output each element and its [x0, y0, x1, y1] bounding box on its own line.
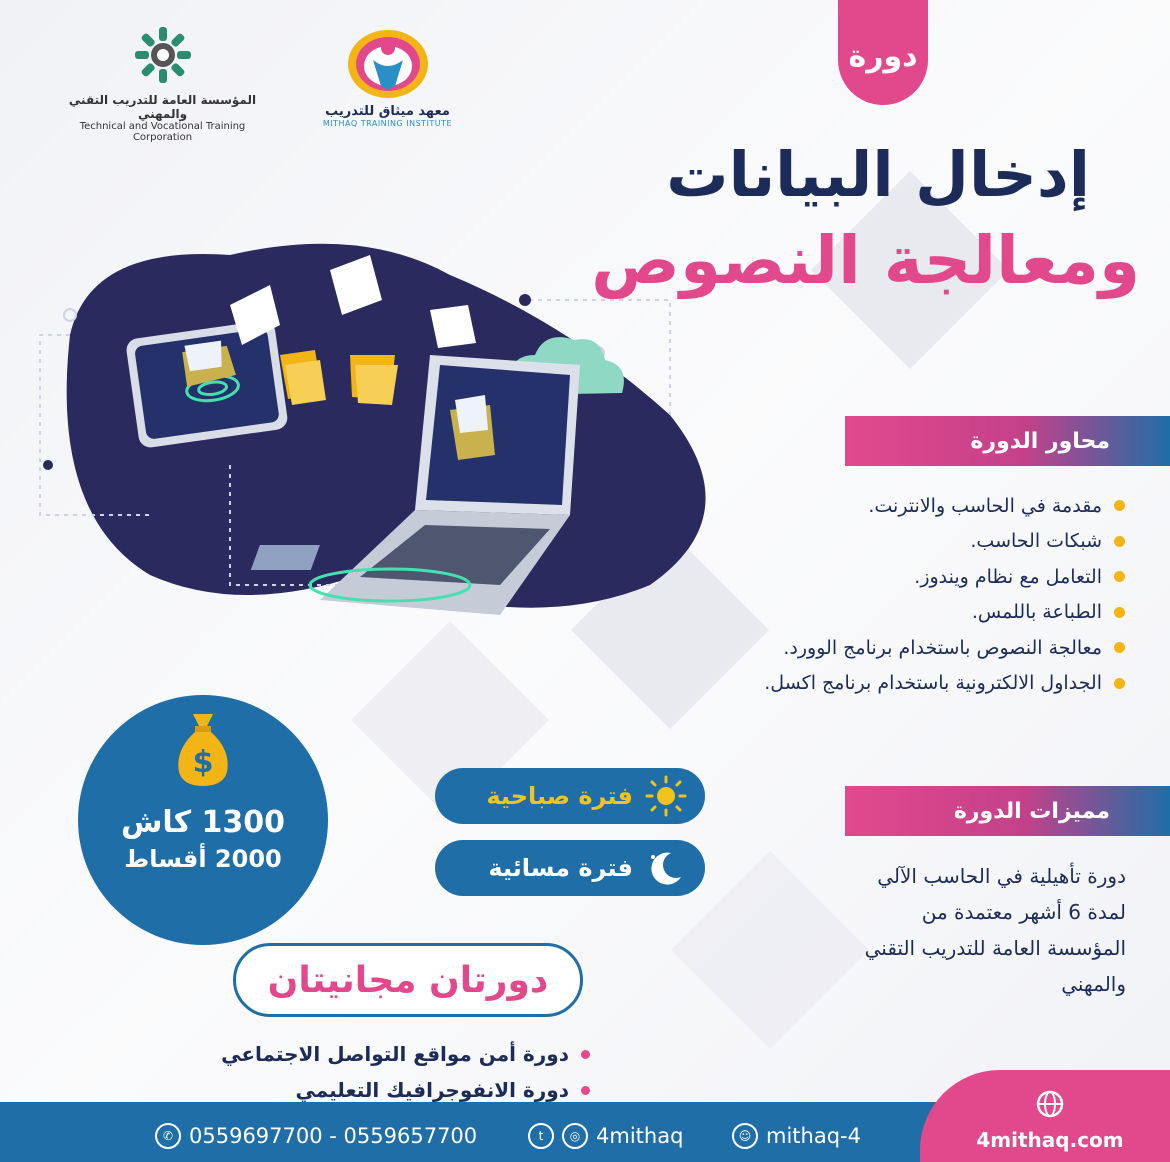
snapchat-icon: ☺ — [732, 1123, 758, 1149]
moon-icon — [645, 847, 687, 889]
tvtc-name-ar: المؤسسة العامة للتدريب التقني والمهني — [68, 93, 257, 121]
decor-dot — [43, 460, 53, 470]
title-line-2: ومعالجة النصوص — [591, 222, 1140, 299]
mithaq-name-ar: معهد ميثاق للتدريب — [325, 104, 450, 119]
list-item: مقدمة في الحاسب والانترنت. — [645, 488, 1125, 524]
tvtc-name-en: Technical and Vocational Training Corporation — [79, 121, 246, 143]
website-label: 4mithaq.com — [976, 1128, 1124, 1152]
list-item: الجداول الالكترونية باستخدام برنامج اكسل. — [645, 666, 1125, 702]
list-item: دورة أمن مواقع التواصل الاجتماعي — [150, 1036, 590, 1072]
footer-phones[interactable]: ✆ 0559697700 - 0559657700 — [155, 1123, 477, 1149]
evening-period-label: فترة مسائية — [488, 854, 633, 882]
instagram-icon: ◎ — [562, 1123, 588, 1149]
sun-icon — [645, 775, 687, 817]
footer-website[interactable] — [960, 1089, 1140, 1152]
free-courses-list — [150, 1036, 590, 1108]
features-heading: مميزات الدورة — [845, 786, 1170, 836]
mithaq-emblem-icon — [343, 22, 433, 102]
features-text: دورة تأهيلية في الحاسب الآلي لمدة 6 أشهر معتمدة من المؤسسة العامة للتدريب التقني والمهني — [864, 864, 1126, 996]
money-bag-icon — [173, 710, 233, 788]
list-item: التعامل مع نظام ويندوز. — [645, 559, 1125, 595]
data-transfer-illustration — [30, 215, 730, 635]
phone-icon — [125, 319, 289, 449]
twitter-icon: t — [528, 1123, 554, 1149]
list-item: دورة الانفوجرافيك التعليمي — [150, 1072, 590, 1108]
bullet-dot — [1114, 536, 1125, 547]
tvtc-emblem-icon — [133, 25, 193, 87]
decor-dot — [519, 294, 531, 306]
bullet-dot — [1114, 678, 1125, 689]
svg-text:$: $ — [192, 745, 214, 780]
price-installments: 2000 أقساط — [124, 845, 282, 873]
bullet-dot — [1114, 607, 1125, 618]
course-tag: دورة — [838, 0, 928, 105]
axes-list — [645, 488, 1125, 701]
whatsapp-icon: ✆ — [155, 1123, 181, 1149]
footer-social[interactable]: t ◎ 4mithaq — [528, 1123, 683, 1149]
paper-icon — [430, 305, 476, 348]
title-line-1: إدخال البيانات — [666, 138, 1090, 211]
free-courses-heading: دورتان مجانيتان — [233, 943, 583, 1017]
price-circle — [78, 695, 328, 945]
mithaq-logo — [305, 22, 470, 128]
morning-period-label: فترة صباحية — [486, 782, 633, 810]
tvtc-logo — [50, 25, 275, 143]
bullet-dot — [1114, 571, 1125, 582]
list-item: شبكات الحاسب. — [645, 524, 1125, 560]
list-item: معالجة النصوص باستخدام برنامج الوورد. — [645, 630, 1125, 666]
morning-period-badge — [435, 768, 705, 824]
bullet-dot — [1114, 500, 1125, 511]
bullet-dot — [1114, 642, 1125, 653]
price-cash: 1300 كاش — [120, 805, 286, 840]
evening-period-badge — [435, 840, 705, 896]
globe-icon — [1035, 1089, 1065, 1119]
axes-heading: محاور الدورة — [845, 416, 1170, 466]
bullet-dot — [581, 1050, 590, 1059]
footer-snapchat[interactable]: ☺ mithaq-4 — [732, 1123, 861, 1149]
decor-circle — [64, 309, 76, 321]
bullet-dot — [581, 1086, 590, 1095]
list-item: الطباعة باللمس. — [645, 595, 1125, 631]
mithaq-name-en: MITHAQ TRAINING INSTITUTE — [322, 119, 453, 128]
